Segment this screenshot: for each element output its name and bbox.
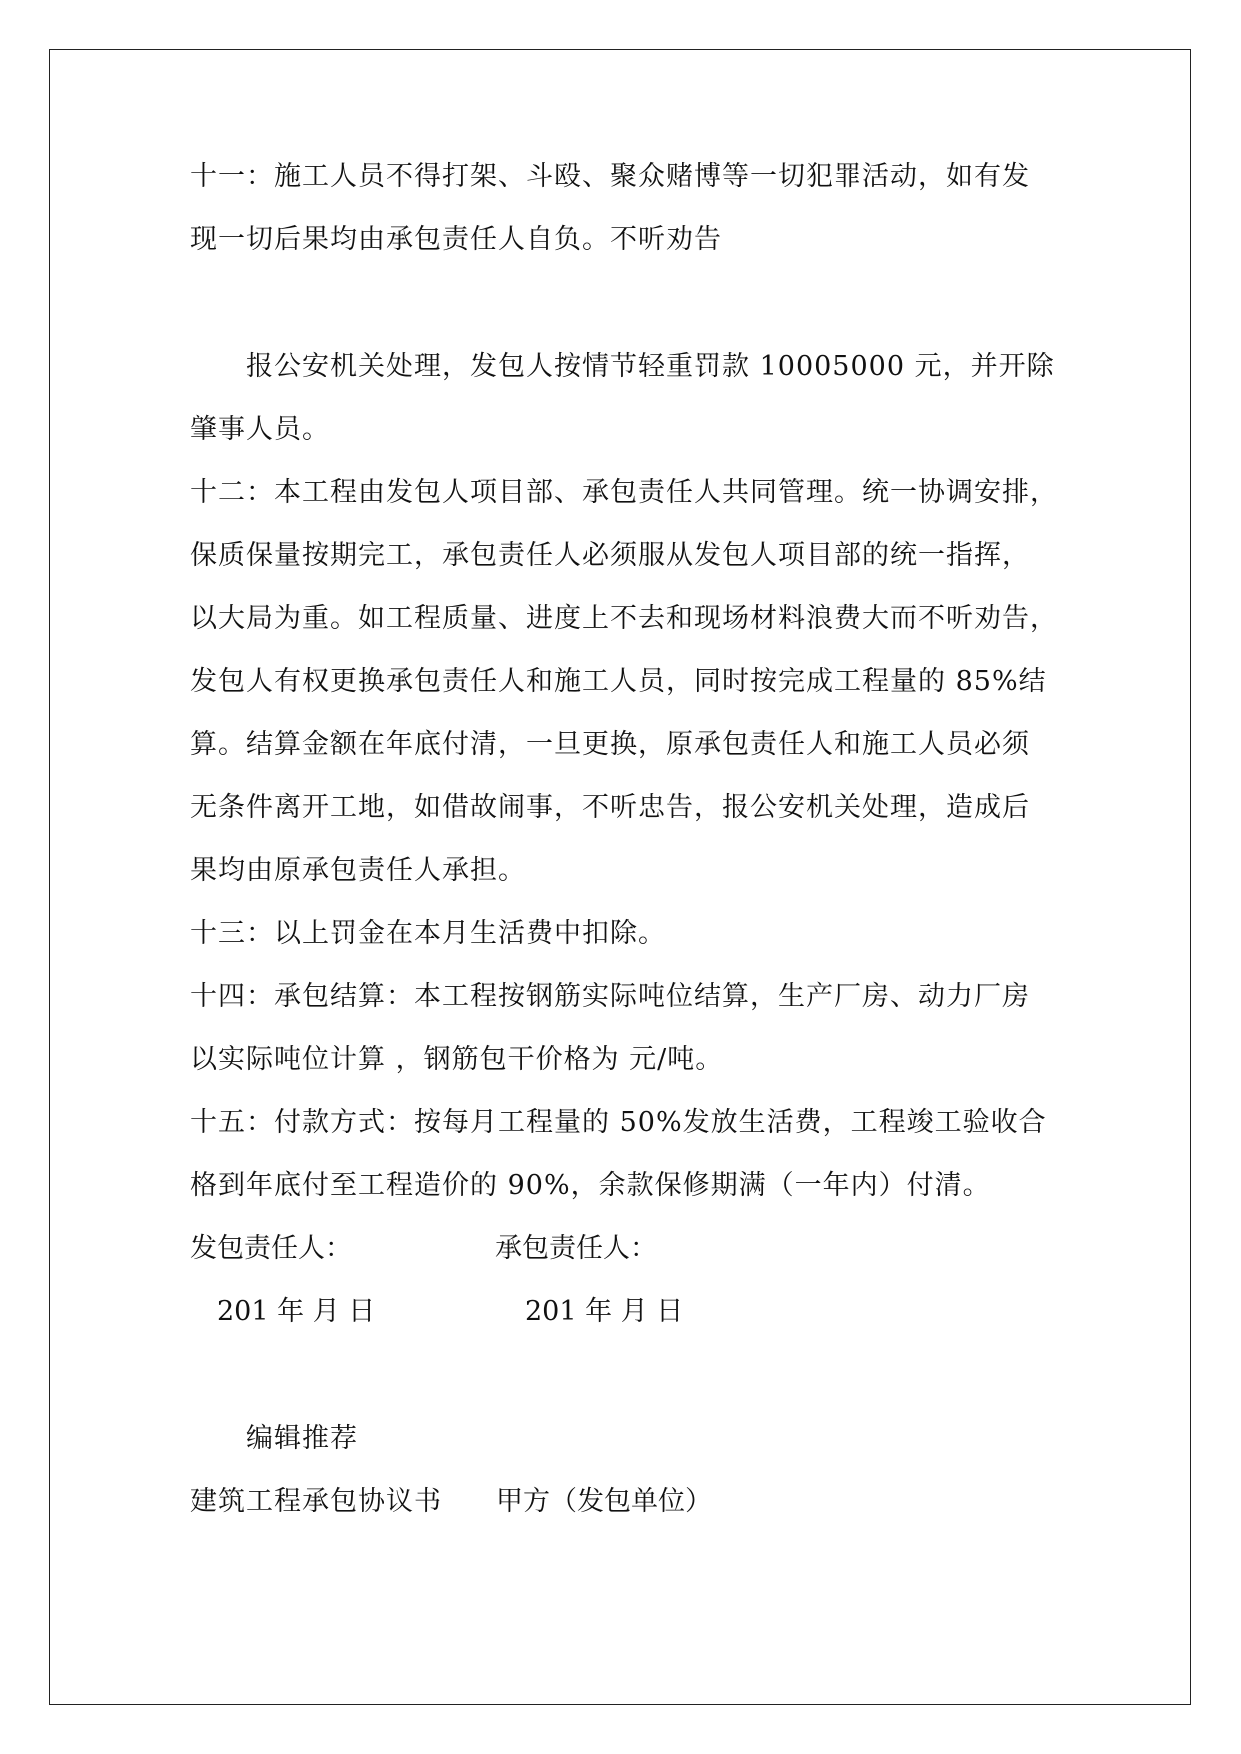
recommend-item-party: 甲方（发包单位） (496, 1486, 712, 1517)
employer-signature-date: 201 年 月 日 (217, 1296, 376, 1327)
clause-14-line-2: 以实际吨位计算 ，钢筋包干价格为 元/吨。 (190, 1044, 724, 1075)
clause-12-line-6: 无条件离开工地，如借故闹事，不听忠告，报公安机关处理，造成后 (190, 792, 1030, 823)
clause-12-line-7: 果均由原承包责任人承担。 (190, 855, 526, 886)
recommend-item-title[interactable]: 建筑工程承包协议书 (190, 1486, 442, 1517)
clause-11-line-3: 报公安机关处理，发包人按情节轻重罚款 10005000 元，并开除 (246, 351, 1055, 382)
recommend-heading: 编辑推荐 (246, 1423, 358, 1454)
clause-12-line-2: 保质保量按期完工，承包责任人必须服从发包人项目部的统一指挥， (190, 540, 1030, 571)
clause-15-line-2: 格到年底付至工程造价的 90%，余款保修期满（一年内）付清。 (190, 1170, 991, 1201)
clause-14-line-1: 十四：承包结算：本工程按钢筋实际吨位结算，生产厂房、动力厂房 (190, 981, 1030, 1012)
clause-15-line-1: 十五：付款方式：按每月工程量的 50%发放生活费，工程竣工验收合 (190, 1107, 1047, 1138)
clause-12-line-3: 以大局为重。如工程质量、进度上不去和现场材料浪费大而不听劝告， (190, 603, 1058, 634)
clause-11-line-2: 现一切后果均由承包责任人自负。不听劝告 (190, 224, 722, 255)
contractor-signature-label: 承包责任人： (495, 1233, 657, 1264)
contractor-signature-date: 201 年 月 日 (525, 1296, 684, 1327)
clause-11-line-4: 肇事人员。 (190, 414, 330, 445)
clause-12-line-1: 十二：本工程由发包人项目部、承包责任人共同管理。统一协调安排， (190, 477, 1058, 508)
employer-signature-label: 发包责任人： (190, 1233, 352, 1264)
clause-13-line-1: 十三：以上罚金在本月生活费中扣除。 (190, 918, 666, 949)
clause-12-line-4: 发包人有权更换承包责任人和施工人员，同时按完成工程量的 85%结 (190, 666, 1047, 697)
clause-12-line-5: 算。结算金额在年底付清，一旦更换，原承包责任人和施工人员必须 (190, 729, 1030, 760)
clause-11-line-1: 十一：施工人员不得打架、斗殴、聚众赌博等一切犯罪活动，如有发 (190, 161, 1030, 192)
